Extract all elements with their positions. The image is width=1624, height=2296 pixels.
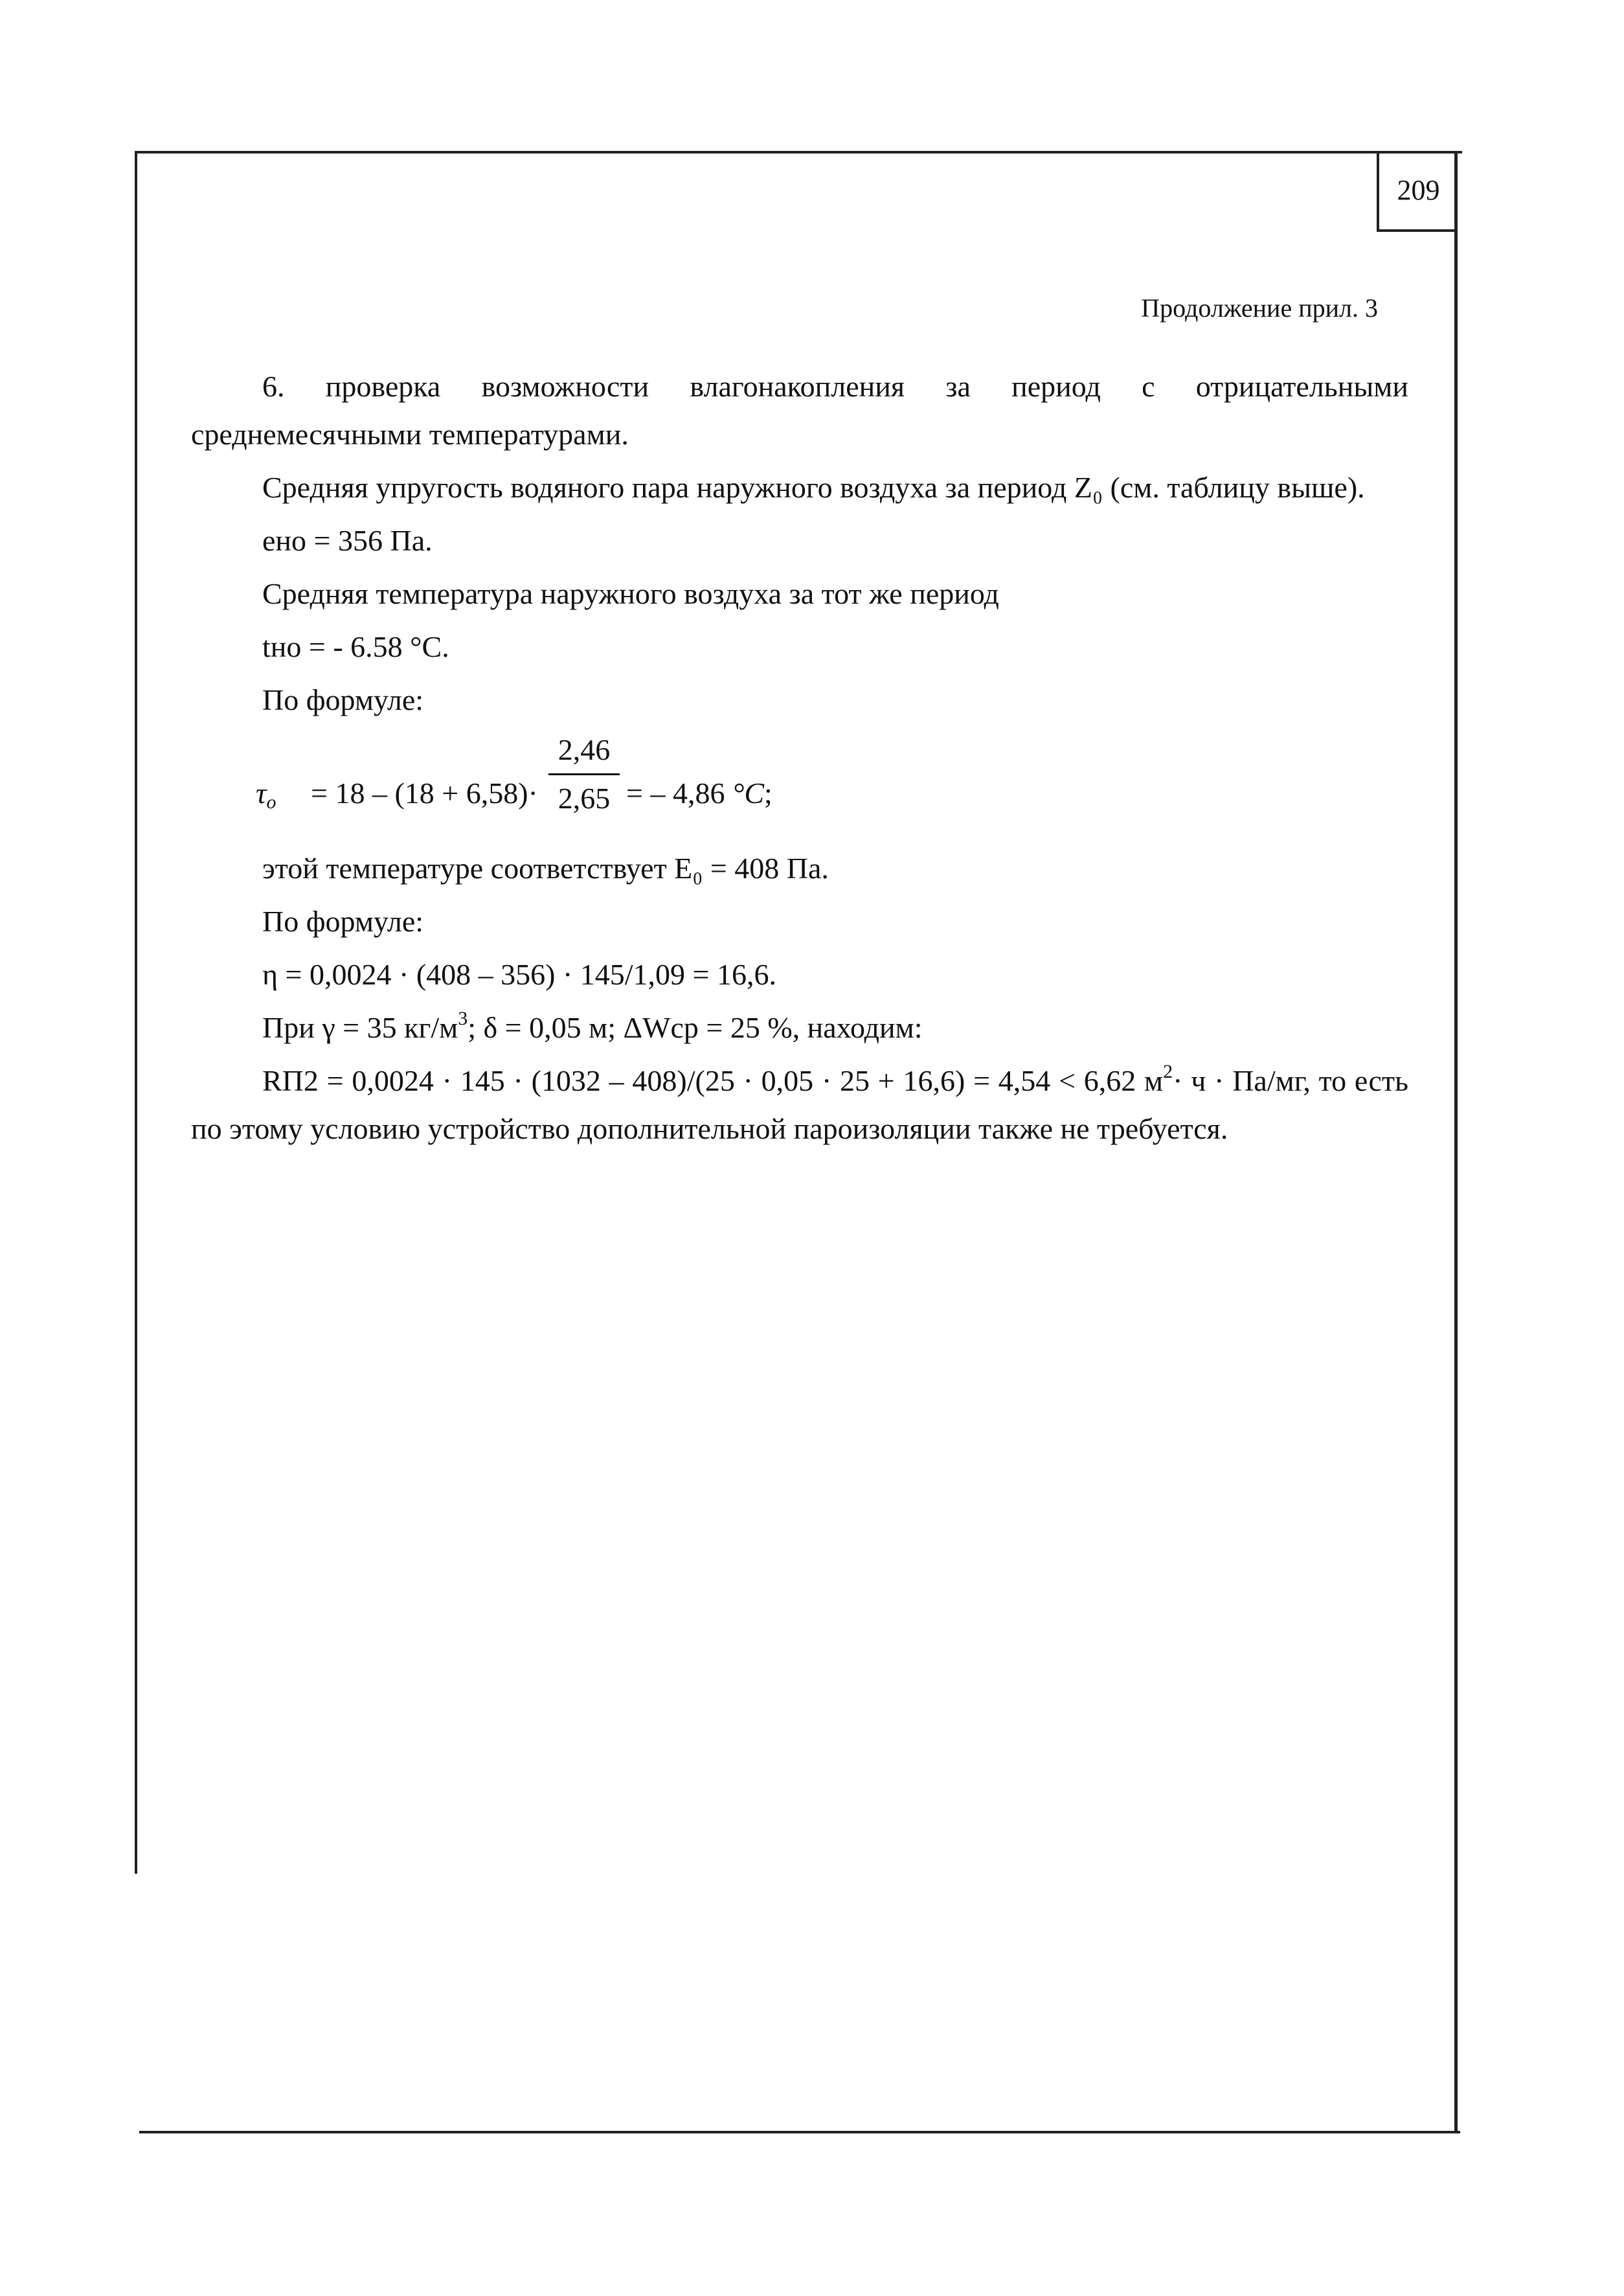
- continuation-label: Продолжение прил. 3: [1141, 293, 1378, 323]
- fraction-numerator: 2,46: [558, 733, 611, 766]
- fraction-bar: [548, 773, 620, 775]
- page-body: [191, 363, 1408, 1158]
- value-eno: eно = 356 Па.: [262, 524, 433, 557]
- value-tno: tно = - 6.58 °С.: [262, 630, 449, 663]
- formula-fraction: [548, 729, 620, 819]
- frame-left-line: [135, 151, 137, 1874]
- formula-intro-2: По формуле:: [262, 905, 424, 938]
- fraction-denominator: 2,65: [558, 782, 611, 815]
- formula-middle: = 18 – (18 + 6,58)·: [311, 777, 538, 810]
- formula-lhs: $\tau_о$: [256, 777, 276, 813]
- paragraph-parameters: При γ = 35 $кг/м^3$; δ = 0,05 м; ΔWср = 25 %, находим:: [262, 1008, 923, 1044]
- formula-result: = – 4,86 °C;: [626, 777, 773, 810]
- page-number: 209: [1377, 151, 1458, 232]
- formula-intro-1: По формуле:: [262, 683, 424, 716]
- paragraph-vapor-pressure: Средняя упругость водяного пара наружного воздуха за период Z₀ (см. таблицу выше).: [262, 471, 1365, 504]
- paragraph-mean-temperature: Средняя температура наружного воздуха за тот же период: [262, 577, 999, 610]
- paragraph-conclusion: RП2 = 0,0024 · 145 · (1032 – 408)/(25 · 0,05 · 25 + 16,6) = 4,54 < 6,62 $м^2\cdot ч \cdot Па/мг$, то есть по этому условию устройство дополнительной пароизоляции также не требуется.: [191, 1061, 1408, 1145]
- tau-formula: [191, 729, 1408, 839]
- frame-bottom-line: [139, 2131, 1460, 2133]
- paragraph-section-6: 6. проверка возможности влагонакопления за период с отрицательными среднемесячными температурами.: [191, 370, 1408, 451]
- frame-right-line: [1454, 151, 1458, 2133]
- value-eta: η = 0,0024 · (408 – 356) · 145/1,09 = 16,6.: [262, 958, 776, 991]
- paragraph-e0: этой температуре соответствует E₀ = 408 Па.: [262, 852, 829, 885]
- frame-top-line: [135, 151, 1462, 153]
